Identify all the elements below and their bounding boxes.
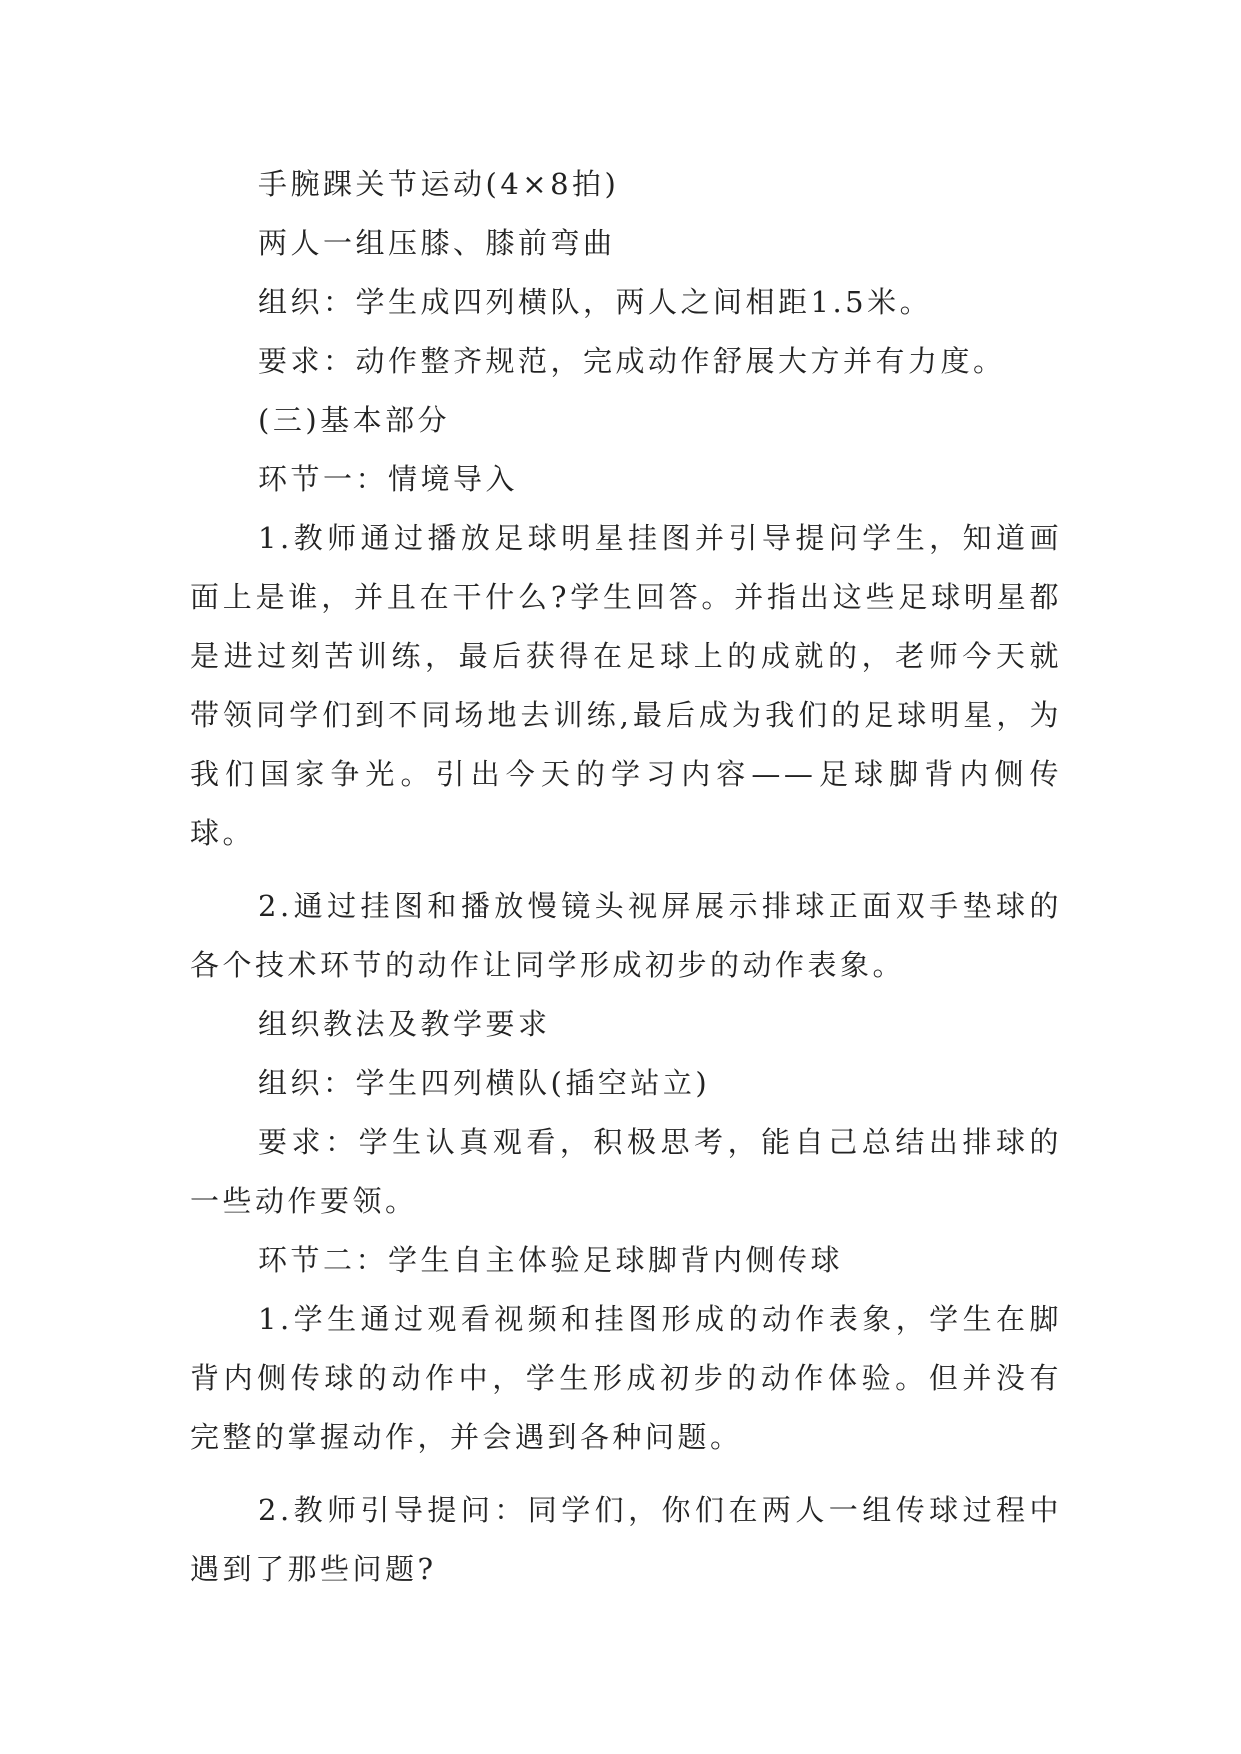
document-body xyxy=(190,155,1062,1599)
subsection-heading: 环节二：学生自主体验足球脚背内侧传球 xyxy=(258,1243,844,1277)
paragraph: 组织：学生成四列横队，两人之间相距1.5米。 xyxy=(258,285,933,319)
paragraph: 两人一组压膝、膝前弯曲 xyxy=(258,226,616,260)
section-heading: (三)基本部分 xyxy=(258,403,451,437)
paragraph: 2.教师引导提问：同学们，你们在两人一组传球过程中遇到了那些问题? xyxy=(190,1493,1062,1586)
paragraph: 2.通过挂图和播放慢镜头视屏展示排球正面双手垫球的各个技术环节的动作让同学形成初步的动作表象。 xyxy=(190,889,1062,982)
paragraph: 手腕踝关节运动(4×8拍) xyxy=(258,167,620,201)
paragraph: 组织：学生四列横队(插空站立) xyxy=(258,1066,711,1100)
paragraph: 要求：动作整齐规范，完成动作舒展大方并有力度。 xyxy=(258,344,1006,378)
subsection-heading: 环节一：情境导入 xyxy=(258,462,519,496)
subsection-heading: 组织教法及教学要求 xyxy=(258,1007,551,1041)
paragraph: 1.教师通过播放足球明星挂图并引导提问学生，知道画面上是谁，并且在干什么?学生回答。并指出这些足球明星都是进过刻苦训练，最后获得在足球上的成就的，老师今天就带领同学们到不同场地去训练,最后成为我们的足球明星，为我们国家争光。引出今天的学习内容——足球脚背内侧传球。 xyxy=(190,521,1062,850)
paragraph: 1.学生通过观看视频和挂图形成的动作表象，学生在脚背内侧传球的动作中，学生形成初步的动作体验。但并没有完整的掌握动作，并会遇到各种问题。 xyxy=(190,1302,1062,1454)
paragraph: 要求：学生认真观看，积极思考，能自己总结出排球的一些动作要领。 xyxy=(190,1125,1062,1218)
